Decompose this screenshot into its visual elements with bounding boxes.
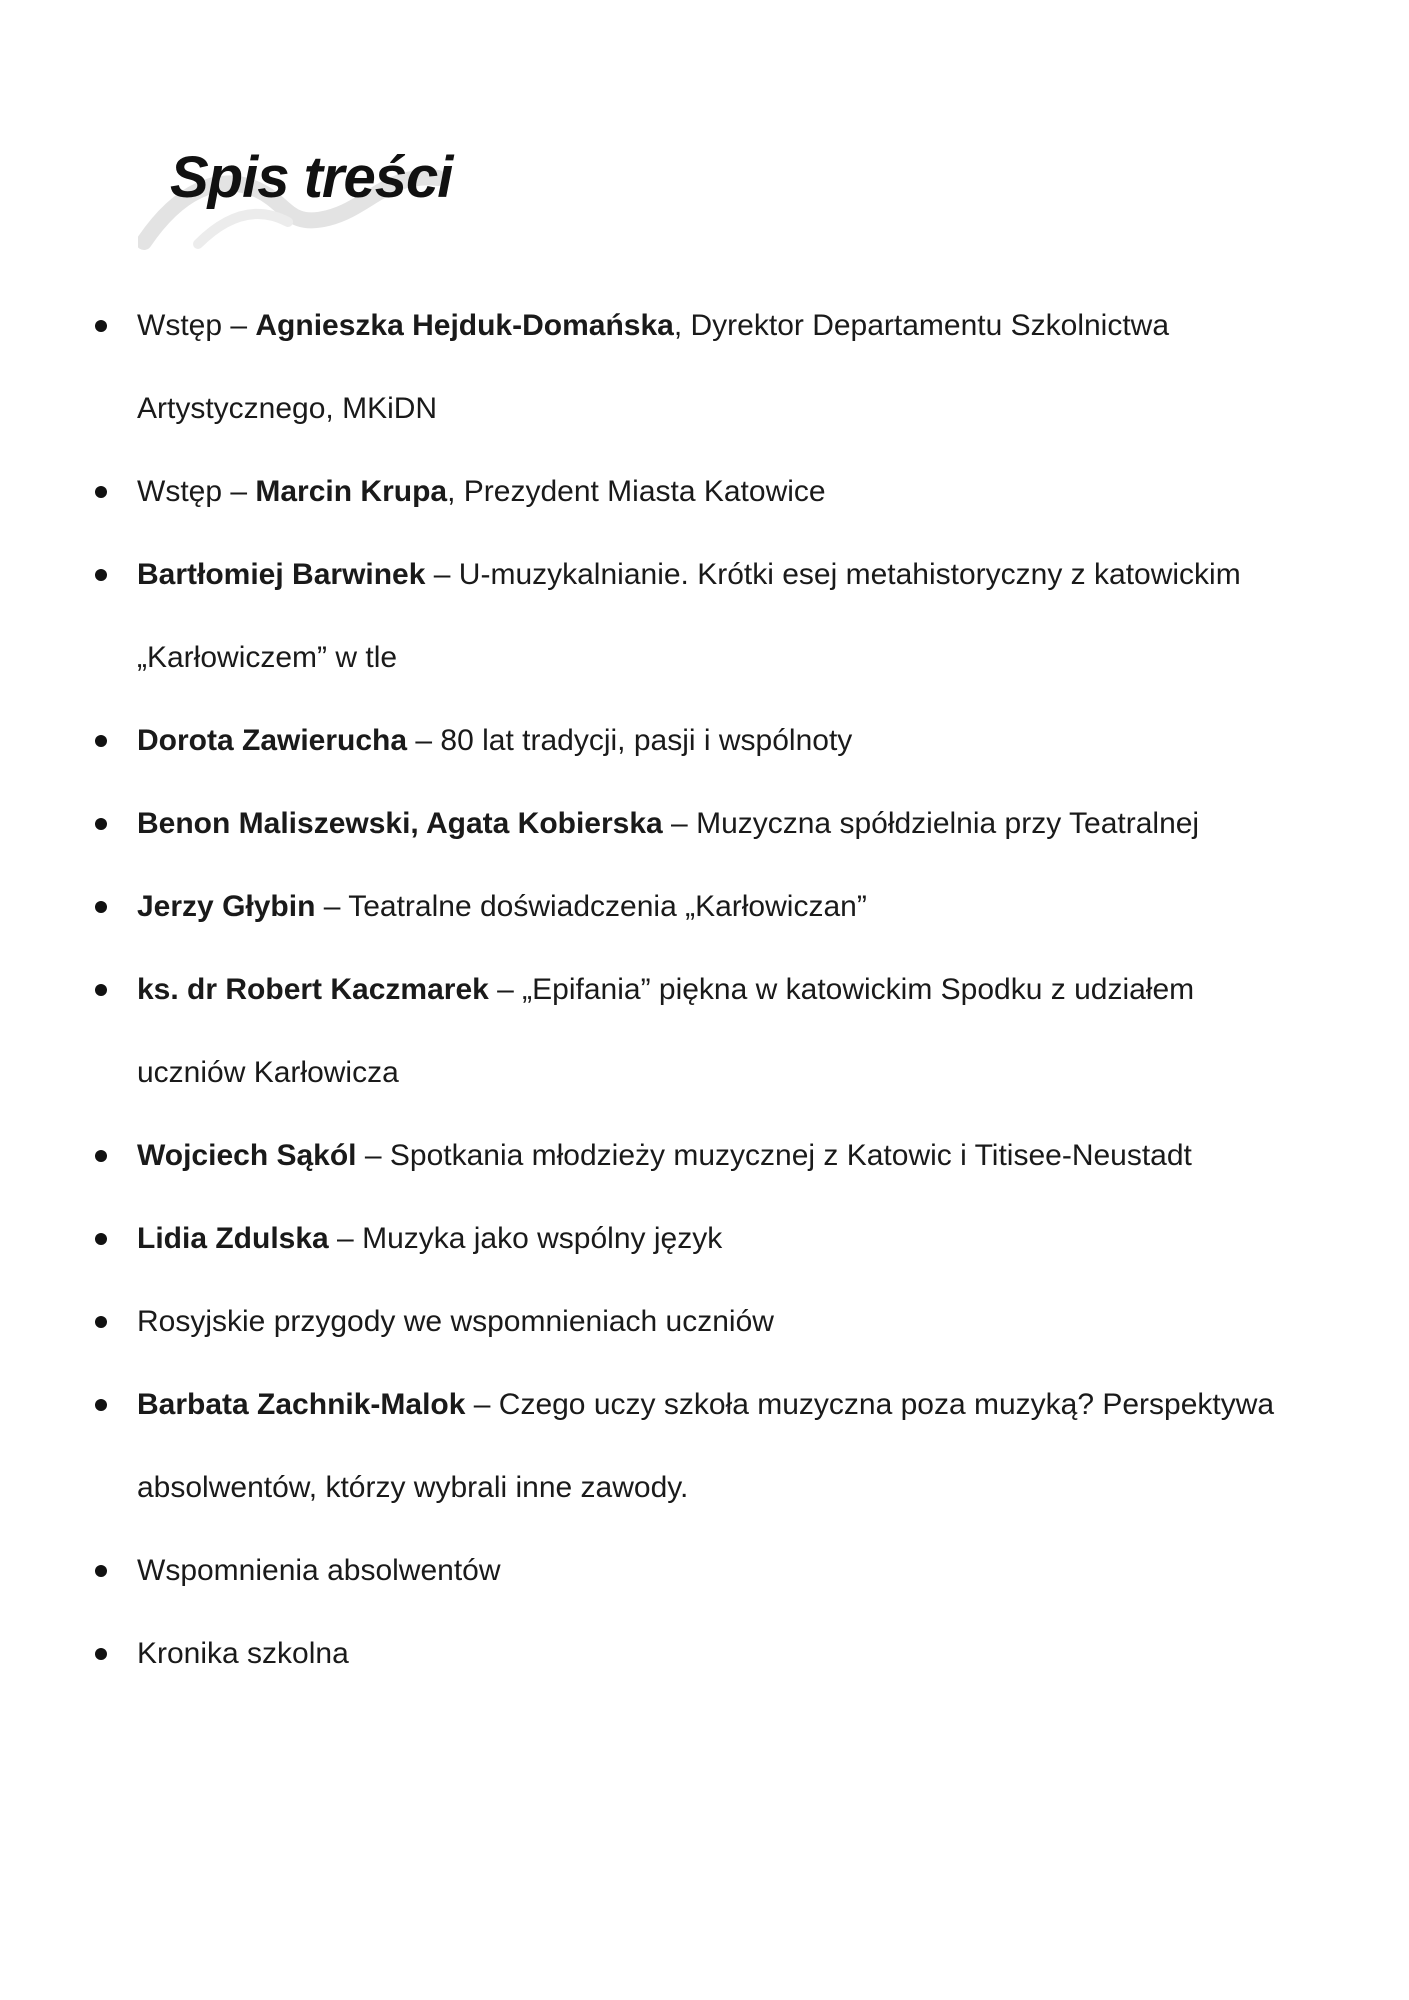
toc-item: [95, 865, 1325, 948]
toc-text: – Muzyczna spółdzielnia przy Teatralnej: [662, 807, 1200, 840]
toc-item: [95, 782, 1325, 865]
toc-text: , Dyrektor Departamentu Szkolnictwa: [673, 309, 1170, 342]
toc-author: Bartłomiej Barwinek: [137, 558, 426, 591]
toc-text-continuation: Artystycznego, MKiDN: [137, 392, 438, 425]
toc-item: [95, 284, 1325, 450]
toc-text: – U-muzykalnianie. Krótki esej metahistoryczny z katowickim: [425, 558, 1241, 591]
toc-item: [95, 1114, 1325, 1197]
toc-author: Wojciech Sąkól: [137, 1139, 357, 1172]
toc-text: Kronika szkolna: [137, 1637, 349, 1670]
toc-text-continuation: „Karłowiczem” w tle: [137, 641, 398, 674]
toc-item: [95, 948, 1325, 1114]
toc-text: Rosyjskie przygody we wspomnieniach uczniów: [137, 1305, 774, 1338]
toc-item: [95, 1197, 1325, 1280]
toc-item: [95, 533, 1325, 699]
toc-text: – 80 lat tradycji, pasji i wspólnoty: [407, 724, 853, 757]
toc-author: Lidia Zdulska: [137, 1222, 329, 1255]
toc-item: [95, 1612, 1325, 1695]
toc-text: – Spotkania młodzieży muzycznej z Katowic i Titisee-Neustadt: [356, 1139, 1192, 1172]
toc-text: Wspomnienia absolwentów: [137, 1554, 501, 1587]
toc-item: [95, 1280, 1325, 1363]
toc-author: Benon Maliszewski, Agata Kobierska: [137, 807, 663, 840]
page-title: Spis treści: [170, 145, 453, 210]
toc-author: Marcin Krupa: [255, 475, 448, 508]
title-block: [138, 132, 458, 252]
toc-author: Jerzy Głybin: [137, 890, 316, 923]
toc-text-continuation: absolwentów, którzy wybrali inne zawody.: [137, 1471, 689, 1504]
toc-item: [95, 1529, 1325, 1612]
toc-prefix: Wstęp –: [137, 475, 256, 508]
toc-text: – Teatralne doświadczenia „Karłowiczan”: [315, 890, 867, 923]
toc-author: Barbata Zachnik-Malok: [137, 1388, 466, 1421]
toc-item: [95, 450, 1325, 533]
toc-item: [95, 699, 1325, 782]
toc-text: – Muzyka jako wspólny język: [328, 1222, 723, 1255]
toc-prefix: Wstęp –: [137, 309, 256, 342]
toc-author: ks. dr Robert Kaczmarek: [137, 973, 489, 1006]
toc-item: [95, 1363, 1325, 1529]
toc-text-continuation: uczniów Karłowicza: [137, 1056, 399, 1089]
toc-text: – „Epifania” piękna w katowickim Spodku z udziałem: [488, 973, 1195, 1006]
toc-author: Agnieszka Hejduk-Domańska: [255, 309, 674, 342]
toc-text: , Prezydent Miasta Katowice: [447, 475, 826, 508]
table-of-contents: [95, 284, 1325, 1695]
toc-author: Dorota Zawierucha: [137, 724, 408, 757]
toc-text: – Czego uczy szkoła muzyczna poza muzyką? Perspektywa: [465, 1388, 1275, 1421]
